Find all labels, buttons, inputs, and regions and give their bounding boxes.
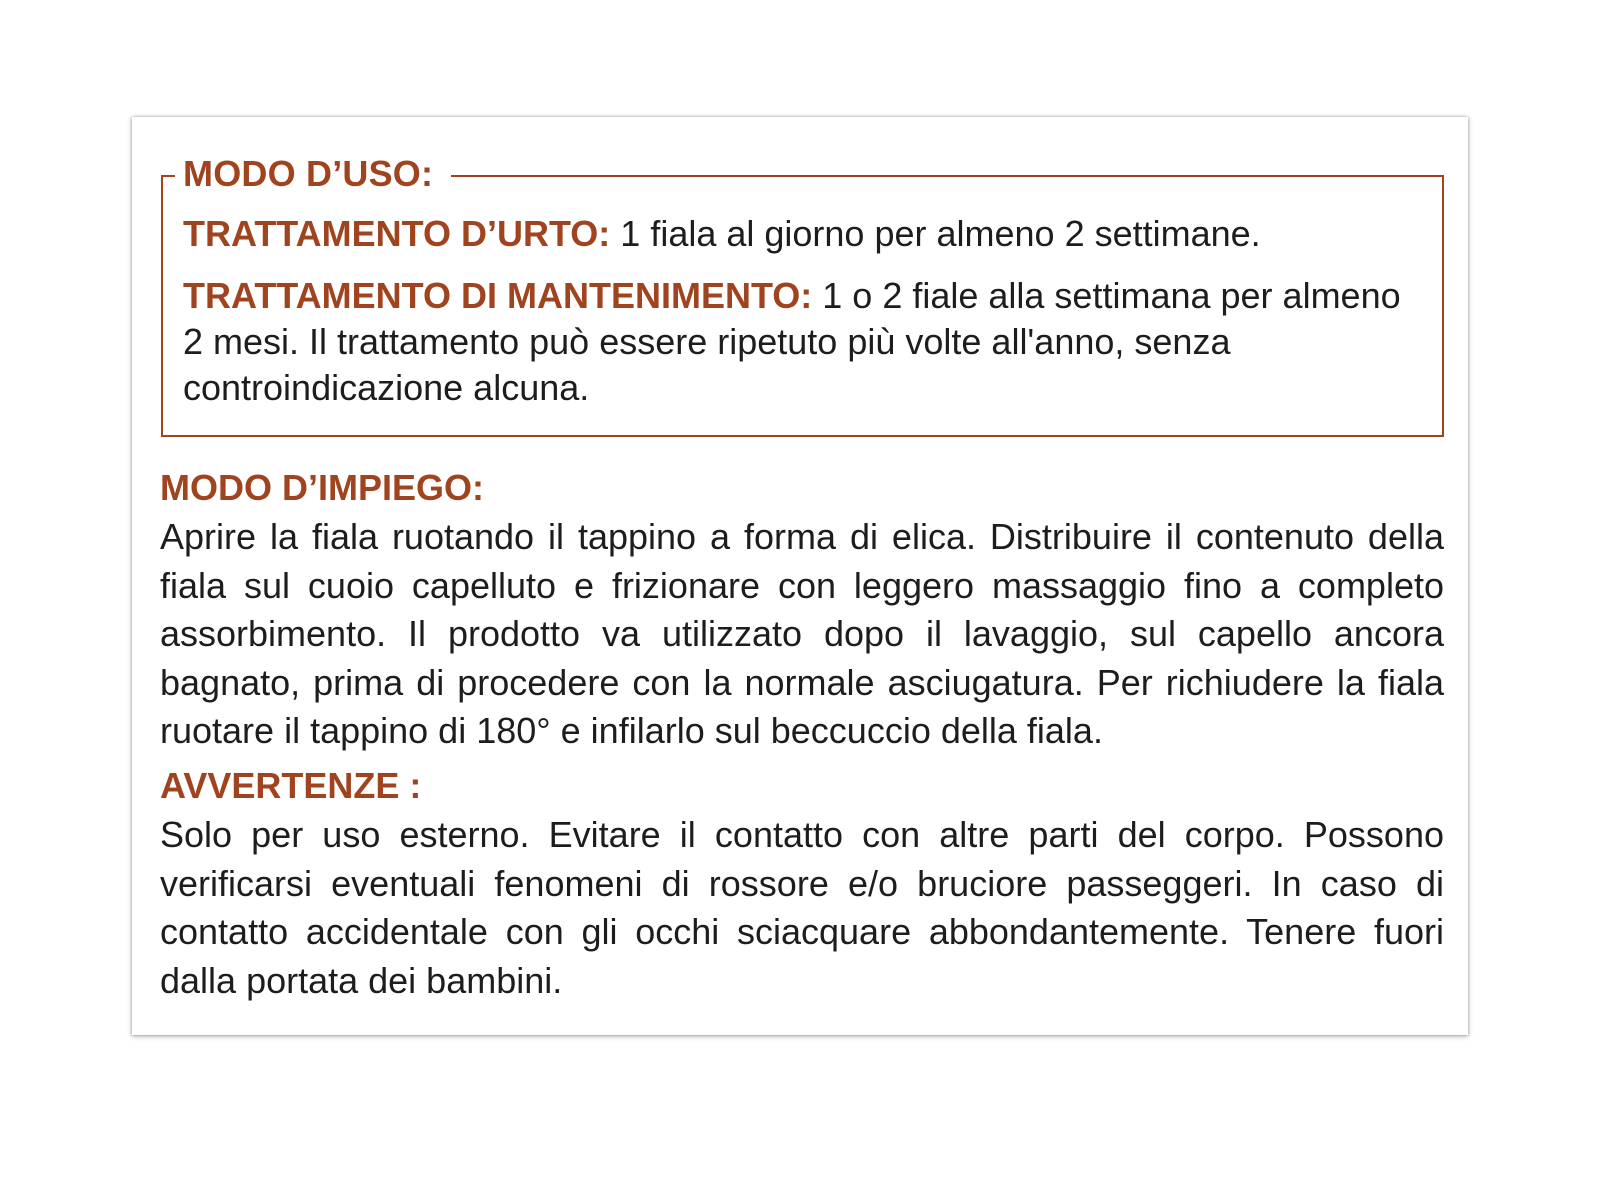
avvertenze-title: AVVERTENZE :: [160, 765, 422, 806]
avvertenze-text: Solo per uso esterno. Evitare il contatto con altre parti del corpo. Possono verificarsi eventuali fenomeni di rossore e/o bruciore passeggeri. In caso di contatto accidentale con gli occhi sciacquare abbondantemente. Tenere fuori dalla portata dei bambini.: [160, 814, 1444, 1001]
trattamento-urto: [183, 211, 1418, 257]
trattamento-urto-text: 1 fiala al giorno per almeno 2 settimane.: [620, 213, 1261, 254]
instructions-card: [132, 117, 1468, 1035]
modo-uso-content: [183, 211, 1418, 411]
trattamento-mantenimento: [183, 273, 1418, 411]
modo-impiego-section: [160, 465, 1444, 756]
modo-impiego-text: Aprire la fiala ruotando il tappino a forma di elica. Distribuire il contenuto della fiala sul cuoio capelluto e frizionare con leggero massaggio fino a completo assorbimento. Il prodotto va utilizzato dopo il lavaggio, sul capello ancora bagnato, prima di procedere con la normale asciugatura. Per richiudere la fiala ruotare il tappino di 180° e infilarlo sul beccuccio della fiala.: [160, 516, 1444, 751]
trattamento-urto-label: TRATTAMENTO D’URTO:: [183, 213, 611, 254]
modo-impiego-title: MODO D’IMPIEGO:: [160, 467, 484, 508]
trattamento-mantenimento-label: TRATTAMENTO DI MANTENIMENTO:: [183, 275, 813, 316]
modo-uso-box: [161, 153, 1444, 437]
modo-uso-title: MODO D’USO:: [175, 151, 451, 197]
avvertenze-section: [160, 763, 1444, 1005]
trattamento-mantenimento-text: 1 o 2 fiale alla settimana per almeno 2 mesi. Il trattamento può essere ripetuto più volte all'anno, senza controindicazione alcuna.: [183, 275, 1401, 408]
